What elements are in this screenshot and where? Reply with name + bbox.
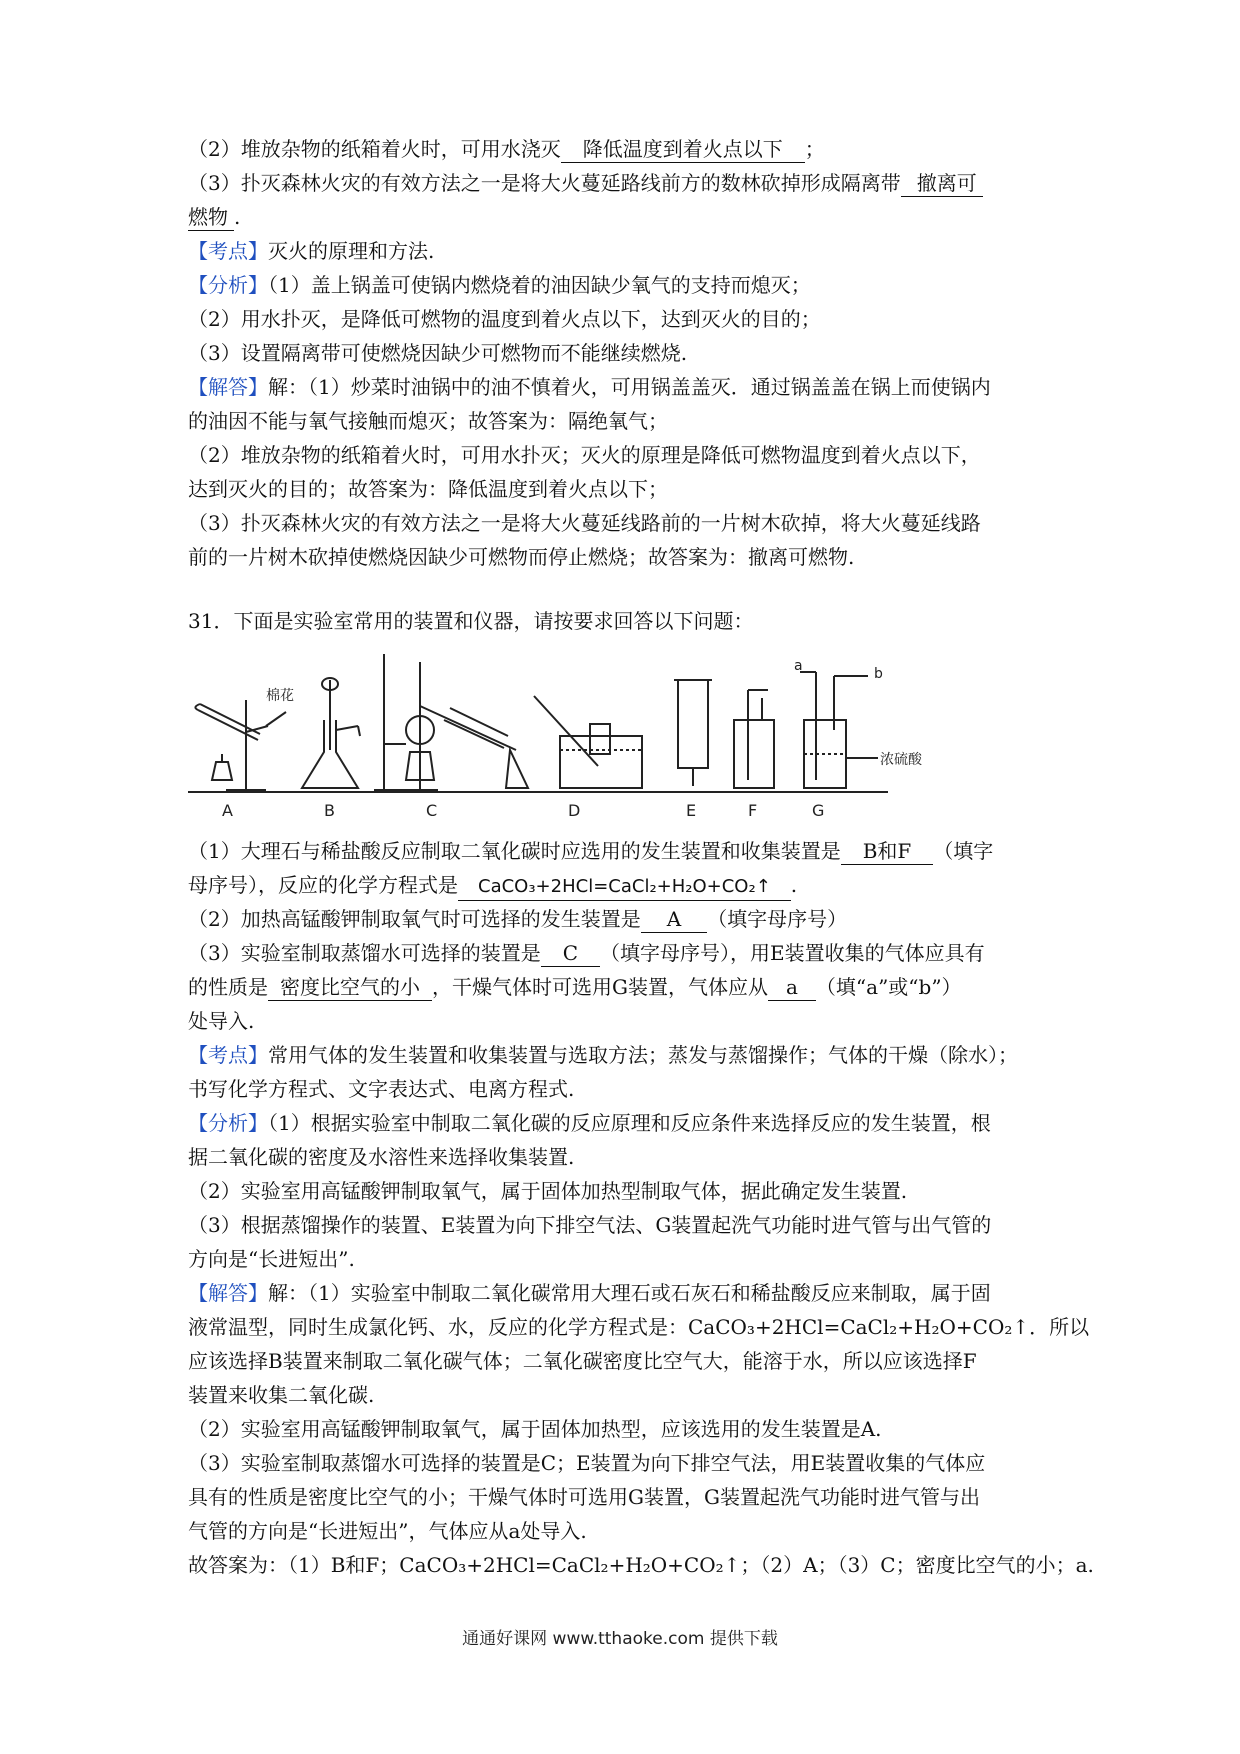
equation-blank: CaCO₃+2HCl=CaCl₂+H₂O+CO₂↑ (458, 874, 791, 901)
figure-label-b: B (324, 801, 335, 820)
q30-part2: （2）堆放杂物的纸箱着火时，可用水浇灭 降低温度到着火点以下 ； (188, 137, 825, 161)
jieda-line: 【解答】解：（1）炒菜时油锅中的油不慎着火，可用锅盖盖灭．通过锅盖盖在锅上而使锅内 (188, 375, 991, 399)
figure-label-e: E (686, 801, 697, 820)
figure-label-c: C (426, 801, 438, 820)
q31-part1-line2: 母序号），反应的化学方程式是 CaCO₃+2HCl=CaCl₂+H₂O+CO₂↑ . (188, 868, 1068, 902)
figure-label-d: D (568, 801, 581, 820)
jieda-tag: 【解答】 (188, 375, 268, 399)
page-footer: 通通好课网 www.tthaoke.com 提供下载 (462, 1629, 778, 1649)
fenxi-line: 【分析】（1）根据实验室中制取二氧化碳的反应原理和反应条件来选择反应的发生装置，根 (188, 1111, 991, 1135)
fenxi-line: （2）实验室用高锰酸钾制取氧气，属于固体加热型制取气体，据此确定发生装置. (188, 1179, 908, 1203)
apparatus-c (374, 654, 528, 792)
apparatus-f (734, 690, 774, 788)
kaodian-line: 【考点】灭火的原理和方法. (188, 239, 435, 263)
jieda-line: （2）堆放杂物的纸箱着火时，可用水扑灭；灭火的原理是降低可燃物温度到着火点以下， (188, 443, 981, 467)
apparatus-b (302, 678, 360, 788)
fenxi-line: （2）用水扑灭，是降低可燃物的温度到着火点以下，达到灭火的目的； (188, 307, 821, 331)
q30-part3-cont: 燃物 . (188, 205, 241, 229)
jieda-tag: 【解答】 (188, 1281, 268, 1305)
port-a-label: a (794, 658, 803, 674)
jieda-line: 应该选择B装置来制取二氧化碳气体；二氧化碳密度比空气大，能溶于水，所以应该选择F (188, 1349, 977, 1373)
kaodian-line: 书写化学方程式、文字表达式、电离方程式. (188, 1077, 575, 1101)
q31-part1: （1）大理石与稀盐酸反应制取二氧化碳时应选用的发生装置和收集装置是 B和F （填字 (188, 839, 994, 863)
cotton-label: 棉花 (266, 688, 294, 704)
fenxi-line: 方向是“长进短出”. (188, 1247, 355, 1271)
answer-blank: A (641, 906, 707, 933)
jieda-line: （3）实验室制取蒸馏水可选择的装置是C；E装置为向下排空气法，用E装置收集的气体应 (188, 1451, 986, 1475)
kaodian-tag: 【考点】 (188, 1043, 268, 1067)
jieda-line: （2）实验室用高锰酸钾制取氧气，属于固体加热型，应该选用的发生装置是A. (188, 1417, 882, 1441)
answer-blank: 降低温度到着火点以下 (561, 136, 805, 163)
figure-label-g: G (812, 801, 825, 820)
jieda-line: 具有的性质是密度比空气的小；干燥气体时可选用G装置，G装置起洗气功能时进气管与出 (188, 1485, 980, 1509)
jieda-line: 气管的方向是“长进短出”，气体应从a处导入. (188, 1519, 587, 1543)
answer-blank: 密度比空气的小 (268, 974, 432, 1001)
port-b-label: b (874, 666, 883, 682)
answer-blank: B和F (841, 838, 934, 865)
question-30-continuation (188, 132, 1068, 574)
q31-part3-line2: 的性质是 密度比空气的小 ，干燥气体时可选用G装置，气体应从 a （填“a”或“b”） (188, 975, 962, 999)
jieda-line: 达到灭火的目的；故答案为：降低温度到着火点以下； (188, 477, 668, 501)
apparatus-a (195, 700, 286, 792)
q31-part3: （3）实验室制取蒸馏水可选择的装置是 C （填字母序号），用E装置收集的气体应具有 (188, 941, 985, 965)
kaodian-line: 【考点】常用气体的发生装置和收集装置与选取方法；蒸发与蒸馏操作；气体的干燥（除水）； (188, 1043, 1018, 1067)
q30-part3: （3）扑灭森林火灾的有效方法之一是将大火蔓延路线前方的数林砍掉形成隔离带 撤离可 (188, 166, 1068, 200)
fenxi-line: 据二氧化碳的密度及水溶性来选择收集装置. (188, 1145, 575, 1169)
question-31-title: 31．下面是实验室常用的装置和仪器，请按要求回答以下问题： (188, 609, 754, 633)
jieda-line: 装置来收集二氧化碳. (188, 1383, 375, 1407)
answer-blank: a (768, 974, 816, 1001)
fenxi-tag: 【分析】 (188, 273, 268, 297)
fenxi-line: （3）根据蒸馏操作的装置、E装置为向下排空气法、G装置起洗气功能时进气管与出气管的 (188, 1213, 992, 1237)
acid-label: 浓硫酸 (880, 752, 922, 768)
jieda-line: 前的一片树木砍掉使燃烧因缺少可燃物而停止燃烧；故答案为：撤离可燃物. (188, 545, 855, 569)
figure-label-a: A (222, 801, 233, 820)
q31-part3-line3: 处导入. (188, 1009, 255, 1033)
fenxi-line: 【分析】（1）盖上锅盖可使锅内燃烧着的油因缺少氧气的支持而熄灭； (188, 273, 811, 297)
apparatus-g (800, 672, 878, 788)
q31-part2: （2）加热高锰酸钾制取氧气时可选择的发生装置是 A （填字母序号） (188, 907, 848, 931)
fenxi-tag: 【分析】 (188, 1111, 268, 1135)
answer-blank: 撤离可 (901, 170, 983, 197)
answer-blank: 燃物 (188, 204, 234, 231)
figure-label-f: F (748, 801, 758, 820)
apparatus-figure (188, 640, 1058, 820)
final-answer: 故答案为：（1）B和F；CaCO₃+2HCl=CaCl₂+H₂O+CO₂↑；（2）A；（3）C；密度比空气的小；a. (188, 1553, 1094, 1577)
jieda-line: 液常温型，同时生成氯化钙、水，反应的化学方程式是：CaCO₃+2HCl=CaCl₂+H₂O+CO₂↑．所以 (188, 1315, 1090, 1339)
answer-blank: C (541, 940, 600, 967)
apparatus-e (674, 680, 712, 786)
jieda-line: 【解答】解：（1）实验室中制取二氧化碳常用大理石或石灰石和稀盐酸反应来制取，属于固 (188, 1281, 991, 1305)
jieda-line: 的油因不能与氧气接触而熄灭；故答案为：隔绝氧气； (188, 409, 668, 433)
apparatus-d (534, 696, 642, 788)
fenxi-line: （3）设置隔离带可使燃烧因缺少可燃物而不能继续燃烧. (188, 341, 688, 365)
kaodian-tag: 【考点】 (188, 239, 268, 263)
jieda-line: （3）扑灭森林火灾的有效方法之一是将大火蔓延线路前的一片树木砍掉，将大火蔓延线路 (188, 511, 981, 535)
question-31-body (188, 834, 1094, 1582)
